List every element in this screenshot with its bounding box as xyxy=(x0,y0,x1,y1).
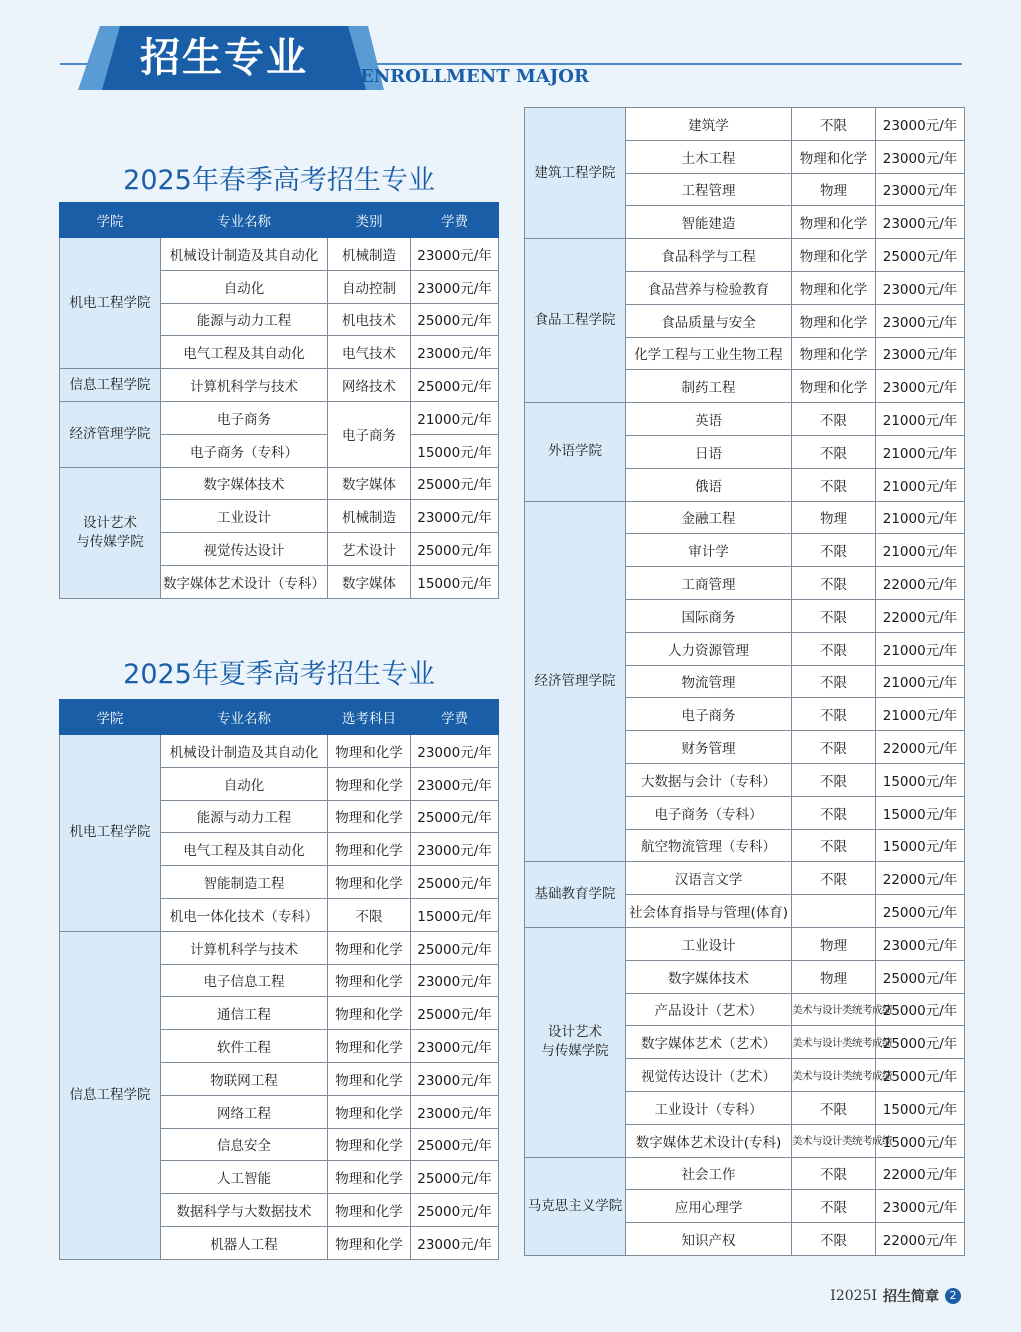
major-cell: 工业设计 xyxy=(626,927,792,960)
major-cell: 能源与动力工程 xyxy=(161,800,328,833)
subject-cell: 物理和化学 xyxy=(328,1194,411,1227)
fee-cell: 22000元/年 xyxy=(876,1157,965,1190)
subject-cell: 物理 xyxy=(792,501,876,534)
fee-cell: 23000元/年 xyxy=(876,173,965,206)
subject-cell: 不限 xyxy=(792,796,876,829)
subject-cell: 不限 xyxy=(792,1190,876,1223)
major-cell: 数字媒体技术 xyxy=(161,467,328,500)
fee-cell: 25000元/年 xyxy=(411,467,499,500)
page-title: 招生专业 xyxy=(140,35,308,81)
major-cell: 航空物流管理（专科） xyxy=(626,829,792,862)
fee-cell: 23000元/年 xyxy=(876,304,965,337)
fee-cell: 21000元/年 xyxy=(876,698,965,731)
fee-cell: 21000元/年 xyxy=(876,403,965,436)
subject-cell: 网络技术 xyxy=(328,369,411,402)
fee-cell: 15000元/年 xyxy=(411,898,499,931)
fee-cell: 25000元/年 xyxy=(411,997,499,1030)
major-cell: 工商管理 xyxy=(626,567,792,600)
major-cell: 土木工程 xyxy=(626,140,792,173)
fee-cell: 25000元/年 xyxy=(876,239,965,272)
subject-cell: 美术与设计类统考成绩 xyxy=(792,993,876,1026)
fee-cell: 15000元/年 xyxy=(411,434,499,467)
subject-cell: 物理和化学 xyxy=(328,997,411,1030)
college-cell: 外语学院 xyxy=(525,403,626,501)
fee-cell: 15000元/年 xyxy=(876,1091,965,1124)
subject-cell: 不限 xyxy=(792,534,876,567)
major-cell: 食品科学与工程 xyxy=(626,239,792,272)
fee-cell: 23000元/年 xyxy=(411,735,499,768)
fee-cell: 23000元/年 xyxy=(411,336,499,369)
fee-cell: 21000元/年 xyxy=(876,632,965,665)
subject-cell: 物理和化学 xyxy=(328,1030,411,1063)
major-cell: 电子商务（专科） xyxy=(161,434,328,467)
major-cell: 数字媒体艺术设计（专科） xyxy=(161,565,328,598)
fee-header: 学费 xyxy=(411,700,499,735)
major-cell: 物联网工程 xyxy=(161,1062,328,1095)
subject-cell: 物理和化学 xyxy=(328,833,411,866)
table-row xyxy=(60,931,499,964)
major-cell: 数据科学与大数据技术 xyxy=(161,1194,328,1227)
major-cell: 数字媒体艺术（艺术） xyxy=(626,1026,792,1059)
fee-cell: 23000元/年 xyxy=(876,927,965,960)
subject-cell: 不限 xyxy=(792,1157,876,1190)
major-cell: 应用心理学 xyxy=(626,1190,792,1223)
table-row xyxy=(525,501,965,534)
fee-cell: 23000元/年 xyxy=(411,1062,499,1095)
subject-cell: 数字媒体 xyxy=(328,565,411,598)
fee-cell: 22000元/年 xyxy=(876,567,965,600)
subject-cell: 美术与设计类统考成绩 xyxy=(792,1124,876,1157)
major-cell: 工业设计（专科） xyxy=(626,1091,792,1124)
subject-cell: 物理和化学 xyxy=(792,271,876,304)
major-cell: 大数据与会计（专科） xyxy=(626,763,792,796)
major-cell: 电气工程及其自动化 xyxy=(161,336,328,369)
subject-cell: 不限 xyxy=(792,829,876,862)
subject-cell: 不限 xyxy=(792,403,876,436)
major-cell: 视觉传达设计 xyxy=(161,533,328,566)
subject-cell: 不限 xyxy=(792,665,876,698)
major-cell: 人力资源管理 xyxy=(626,632,792,665)
subject-cell: 物理和化学 xyxy=(792,239,876,272)
fee-cell: 23000元/年 xyxy=(411,1095,499,1128)
college-cell: 信息工程学院 xyxy=(60,931,161,1259)
subject-cell: 物理和化学 xyxy=(328,767,411,800)
subject-cell: 物理和化学 xyxy=(792,304,876,337)
major-cell: 人工智能 xyxy=(161,1161,328,1194)
major-cell: 国际商务 xyxy=(626,599,792,632)
subject-cell: 物理和化学 xyxy=(328,1128,411,1161)
major-cell: 日语 xyxy=(626,435,792,468)
fee-cell: 22000元/年 xyxy=(876,599,965,632)
fee-cell: 23000元/年 xyxy=(876,271,965,304)
major-cell: 社会工作 xyxy=(626,1157,792,1190)
subject-cell xyxy=(792,895,876,928)
fee-cell: 22000元/年 xyxy=(876,862,965,895)
table-row xyxy=(60,467,499,500)
subject-cell: 机械制造 xyxy=(328,500,411,533)
subject-cell: 物理和化学 xyxy=(328,1062,411,1095)
footer-year: I2025I xyxy=(830,1288,877,1304)
fee-cell: 15000元/年 xyxy=(411,565,499,598)
subject-cell: 物理和化学 xyxy=(328,964,411,997)
subject-cell: 电气技术 xyxy=(328,336,411,369)
major-cell: 汉语言文学 xyxy=(626,862,792,895)
summer-enrollment-table-continued xyxy=(524,107,965,1256)
major-cell: 工业设计 xyxy=(161,500,328,533)
major-cell: 智能制造工程 xyxy=(161,866,328,899)
table-header-row xyxy=(60,700,499,735)
major-cell: 食品营养与检验教育 xyxy=(626,271,792,304)
major-cell: 电子信息工程 xyxy=(161,964,328,997)
fee-cell: 23000元/年 xyxy=(876,370,965,403)
college-cell: 机电工程学院 xyxy=(60,238,161,369)
summer-enrollment-table xyxy=(59,699,499,1260)
major-cell: 食品质量与安全 xyxy=(626,304,792,337)
major-cell: 机械设计制造及其自动化 xyxy=(161,735,328,768)
major-cell: 化学工程与工业生物工程 xyxy=(626,337,792,370)
fee-cell: 21000元/年 xyxy=(876,665,965,698)
category-header: 选考科目 xyxy=(328,700,411,735)
college-cell: 经济管理学院 xyxy=(60,401,161,467)
category-cell: 电子商务 xyxy=(328,401,411,467)
table-row xyxy=(60,401,499,434)
fee-cell: 25000元/年 xyxy=(411,533,499,566)
table-row xyxy=(525,862,965,895)
table-row xyxy=(525,239,965,272)
major-cell: 计算机科学与技术 xyxy=(161,369,328,402)
fee-cell: 21000元/年 xyxy=(411,401,499,434)
major-cell: 计算机科学与技术 xyxy=(161,931,328,964)
subject-cell: 美术与设计类统考成绩 xyxy=(792,1026,876,1059)
subject-cell: 不限 xyxy=(328,898,411,931)
fee-cell: 22000元/年 xyxy=(876,731,965,764)
spring-section-title: 2025年春季高考招生专业 xyxy=(123,165,435,196)
major-cell: 数字媒体艺术设计(专科) xyxy=(626,1124,792,1157)
fee-cell: 25000元/年 xyxy=(876,960,965,993)
subject-cell: 物理 xyxy=(792,960,876,993)
subject-cell: 不限 xyxy=(792,599,876,632)
college-cell: 建筑工程学院 xyxy=(525,108,626,239)
page-footer xyxy=(830,1285,961,1307)
subject-cell: 不限 xyxy=(792,567,876,600)
subject-cell: 不限 xyxy=(792,731,876,764)
table-row xyxy=(60,369,499,402)
fee-cell: 25000元/年 xyxy=(411,931,499,964)
fee-cell: 25000元/年 xyxy=(411,1161,499,1194)
table-row xyxy=(525,927,965,960)
subject-cell: 物理和化学 xyxy=(328,1161,411,1194)
major-cell: 英语 xyxy=(626,403,792,436)
fee-cell: 23000元/年 xyxy=(876,1190,965,1223)
fee-cell: 23000元/年 xyxy=(411,833,499,866)
fee-cell: 25000元/年 xyxy=(411,1128,499,1161)
subject-cell: 美术与设计类统考成绩 xyxy=(792,1059,876,1092)
major-cell: 社会体育指导与管理(体育) xyxy=(626,895,792,928)
fee-cell: 23000元/年 xyxy=(411,964,499,997)
subject-cell: 艺术设计 xyxy=(328,533,411,566)
fee-cell: 23000元/年 xyxy=(411,1226,499,1259)
fee-cell: 21000元/年 xyxy=(876,468,965,501)
college-cell: 经济管理学院 xyxy=(525,501,626,862)
major-cell: 审计学 xyxy=(626,534,792,567)
summer-section-title: 2025年夏季高考招生专业 xyxy=(123,659,435,690)
major-cell: 能源与动力工程 xyxy=(161,303,328,336)
major-cell: 视觉传达设计（艺术） xyxy=(626,1059,792,1092)
subject-cell: 数字媒体 xyxy=(328,467,411,500)
subject-cell: 物理和化学 xyxy=(328,866,411,899)
fee-cell: 23000元/年 xyxy=(411,767,499,800)
subject-cell: 物理和化学 xyxy=(792,337,876,370)
subject-cell: 物理和化学 xyxy=(328,1226,411,1259)
table-header-row xyxy=(60,203,499,238)
table-row xyxy=(60,735,499,768)
fee-cell: 25000元/年 xyxy=(876,993,965,1026)
page-subtitle: ENROLLMENT MAJOR xyxy=(360,66,589,87)
fee-cell: 23000元/年 xyxy=(411,270,499,303)
major-header: 专业名称 xyxy=(161,700,328,735)
college-cell: 设计艺术 与传媒学院 xyxy=(525,927,626,1157)
college-cell: 马克思主义学院 xyxy=(525,1157,626,1255)
subject-cell: 物理和化学 xyxy=(792,206,876,239)
subject-cell: 机电技术 xyxy=(328,303,411,336)
fee-cell: 23000元/年 xyxy=(411,500,499,533)
fee-cell: 22000元/年 xyxy=(876,1223,965,1256)
major-cell: 产品设计（艺术） xyxy=(626,993,792,1026)
major-cell: 电子商务 xyxy=(626,698,792,731)
category-header: 类别 xyxy=(328,203,411,238)
subject-cell: 不限 xyxy=(792,862,876,895)
subject-cell: 不限 xyxy=(792,1091,876,1124)
subject-cell: 不限 xyxy=(792,763,876,796)
fee-cell: 21000元/年 xyxy=(876,534,965,567)
major-cell: 智能建造 xyxy=(626,206,792,239)
fee-cell: 23000元/年 xyxy=(876,206,965,239)
major-cell: 电子商务（专科） xyxy=(626,796,792,829)
fee-cell: 23000元/年 xyxy=(876,108,965,141)
subject-cell: 物理 xyxy=(792,173,876,206)
subject-cell: 物理和化学 xyxy=(328,800,411,833)
subject-cell: 物理和化学 xyxy=(328,931,411,964)
fee-cell: 25000元/年 xyxy=(411,1194,499,1227)
fee-cell: 25000元/年 xyxy=(411,866,499,899)
table-row xyxy=(525,403,965,436)
major-cell: 网络工程 xyxy=(161,1095,328,1128)
page-number: 2 xyxy=(945,1288,961,1304)
subject-cell: 物理和化学 xyxy=(328,1095,411,1128)
fee-cell: 21000元/年 xyxy=(876,501,965,534)
fee-cell: 21000元/年 xyxy=(876,435,965,468)
fee-cell: 23000元/年 xyxy=(411,1030,499,1063)
major-cell: 财务管理 xyxy=(626,731,792,764)
footer-brand: 招生简章 xyxy=(883,1289,939,1305)
college-header: 学院 xyxy=(60,203,161,238)
subject-cell: 机械制造 xyxy=(328,238,411,271)
major-header: 专业名称 xyxy=(161,203,328,238)
table-row xyxy=(525,1157,965,1190)
fee-cell: 25000元/年 xyxy=(411,369,499,402)
major-cell: 建筑学 xyxy=(626,108,792,141)
major-cell: 制药工程 xyxy=(626,370,792,403)
fee-cell: 15000元/年 xyxy=(876,1124,965,1157)
subject-cell: 物理和化学 xyxy=(792,140,876,173)
major-cell: 物流管理 xyxy=(626,665,792,698)
fee-header: 学费 xyxy=(411,203,499,238)
major-cell: 工程管理 xyxy=(626,173,792,206)
fee-cell: 25000元/年 xyxy=(876,1059,965,1092)
fee-cell: 25000元/年 xyxy=(876,1026,965,1059)
fee-cell: 23000元/年 xyxy=(876,140,965,173)
major-cell: 自动化 xyxy=(161,270,328,303)
fee-cell: 25000元/年 xyxy=(411,303,499,336)
fee-cell: 15000元/年 xyxy=(876,763,965,796)
major-cell: 金融工程 xyxy=(626,501,792,534)
subject-cell: 自动控制 xyxy=(328,270,411,303)
major-cell: 机器人工程 xyxy=(161,1226,328,1259)
major-cell: 机电一体化技术（专科） xyxy=(161,898,328,931)
subject-cell: 物理 xyxy=(792,927,876,960)
college-cell: 基础教育学院 xyxy=(525,862,626,928)
fee-cell: 15000元/年 xyxy=(876,829,965,862)
college-cell: 食品工程学院 xyxy=(525,239,626,403)
college-header: 学院 xyxy=(60,700,161,735)
fee-cell: 23000元/年 xyxy=(411,238,499,271)
spring-enrollment-table xyxy=(59,202,499,599)
major-cell: 数字媒体技术 xyxy=(626,960,792,993)
major-cell: 信息安全 xyxy=(161,1128,328,1161)
college-cell: 机电工程学院 xyxy=(60,735,161,932)
subject-cell: 不限 xyxy=(792,108,876,141)
subject-cell: 物理和化学 xyxy=(328,735,411,768)
table-row xyxy=(525,108,965,141)
major-cell: 知识产权 xyxy=(626,1223,792,1256)
fee-cell: 25000元/年 xyxy=(876,895,965,928)
table-row xyxy=(60,238,499,271)
subject-cell: 不限 xyxy=(792,468,876,501)
subject-cell: 不限 xyxy=(792,632,876,665)
major-cell: 俄语 xyxy=(626,468,792,501)
major-cell: 自动化 xyxy=(161,767,328,800)
major-cell: 电子商务 xyxy=(161,401,328,434)
fee-cell: 23000元/年 xyxy=(876,337,965,370)
college-cell: 设计艺术 与传媒学院 xyxy=(60,467,161,598)
subject-cell: 不限 xyxy=(792,435,876,468)
fee-cell: 15000元/年 xyxy=(876,796,965,829)
major-cell: 机械设计制造及其自动化 xyxy=(161,238,328,271)
major-cell: 通信工程 xyxy=(161,997,328,1030)
subject-cell: 不限 xyxy=(792,1223,876,1256)
fee-cell: 25000元/年 xyxy=(411,800,499,833)
major-cell: 电气工程及其自动化 xyxy=(161,833,328,866)
major-cell: 软件工程 xyxy=(161,1030,328,1063)
subject-cell: 物理和化学 xyxy=(792,370,876,403)
subject-cell: 不限 xyxy=(792,698,876,731)
college-cell: 信息工程学院 xyxy=(60,369,161,402)
